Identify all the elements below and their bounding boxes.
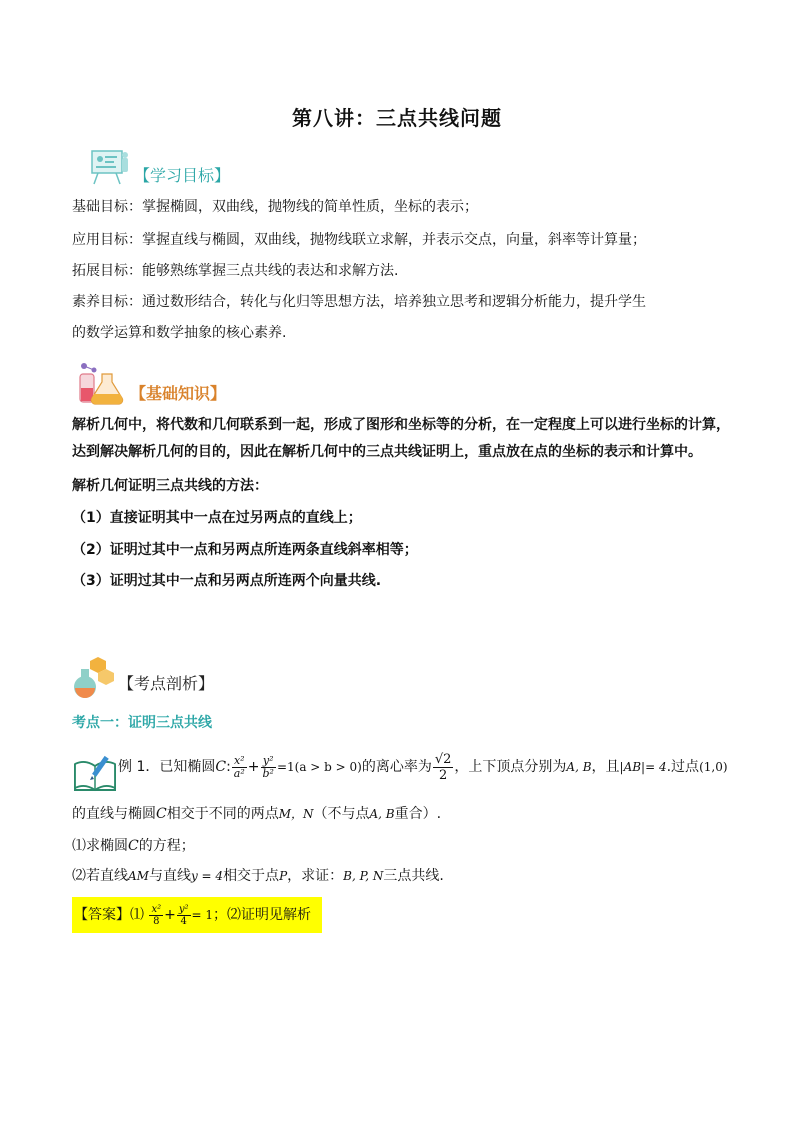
fraction-x2-8: $\frac{\text{x²}}{8}$ [151,903,162,927]
points-bpn: B, P, N [343,869,384,883]
points-mn: M，N [278,807,314,821]
example-text: 相交于不同的两点 [166,806,279,822]
fraction-y2-b2: $\frac{\text{y²}}{\text{b²}}$ [262,753,274,780]
point-1-0: (1,0) [699,760,728,774]
page-title: 第八讲：三点共线问题 [292,106,502,130]
objective-line: 应用目标：掌握直线与椭圆，双曲线，抛物线联立求解，并表示交点，向量，斜率等计算量； [72,232,646,248]
methods-title: 解析几何证明三点共线的方法： [72,478,268,494]
ellipse-name: C [156,806,167,822]
chemistry-flask-icon [74,360,126,408]
example-text-through: .过点 [666,759,700,775]
objective-line: 的数学运算和数学抽象的核心素养. [72,325,287,341]
line-am: AM [128,869,149,883]
question-1 [72,836,195,856]
example-prefix: 例 1．已知椭圆 [118,759,216,775]
answer-label: 【答案】 [74,907,130,923]
example-text-ecc: 的离心率为 [361,759,432,775]
presentation-board-icon [88,148,132,186]
question-text: ，求证： [287,868,344,884]
basics-paragraph: 达到解决解析几何的目的，因此在解析几何中的三点共线证明上，重点放在点的坐标的表示和计算中。 [72,444,702,460]
example-line-1: 例 1．已知椭圆 C : $\frac{\text{x²}}{\text{a²}}$ + $\frac{\text{y²}}{\text{b²}}$ =1(a > b > 0) 的离心率为 $\frac{√2}{2}$ ，上下顶点分别为 A, B ，且 |AB|= 4 .过点 (1,0) [118,745,728,789]
question-text: 的方程； [138,838,195,854]
fraction-y2-4: $\frac{\text{y²}}{4}$ [178,903,189,927]
answer-part1: ⑴ [130,907,144,923]
basics-heading: 【基础知识】 [130,384,227,403]
abs-ab: |AB|= 4 [619,760,667,774]
ellipse-condition: =1(a > b > 0) [276,760,362,774]
points-ab: A, B [369,807,395,821]
fraction-sqrt2-2: $\frac{√2}{2}$ [434,751,452,783]
example-text: 重合）. [394,806,442,822]
method-item: （1）直接证明其中一点在过另两点的直线上； [72,510,362,526]
question-text: 相交于点 [223,868,280,884]
objectives-heading: 【学习目标】 [134,166,231,185]
example-text-and: ，且 [591,759,620,775]
kaodian-title: 考点一：证明三点共线 [72,715,212,731]
ellipse-name: C [128,838,139,854]
line-y4: y = 4 [190,869,224,883]
question-text: ⑴求椭圆 [72,838,128,854]
answer-eq-end: = 1 [191,908,214,922]
answer-highlight: 【答案】⑴ $\frac{\text{x²}}{8}$ + $\frac{\text{y²}}{4}$ = 1；⑵证明见解析 [72,897,322,933]
objective-line: 素养目标：通过数形结合，转化与化归等思想方法，培养独立思考和逻辑分析能力，提升学生 [72,294,646,310]
fraction-x2-a2: $\frac{\text{x²}}{\text{a²}}$ [233,753,245,780]
basics-paragraph: 解析几何中，将代数和几何联系到一起，形成了图形和坐标等的分析，在一定程度上可以进行坐标的计算， [72,417,730,433]
ellipse-name: C [215,759,227,775]
vertices-ab: A, B [566,760,592,774]
question-text: 与直线 [148,868,191,884]
example-text-vertices: ，上下顶点分别为 [454,759,567,775]
analysis-heading: 【考点剖析】 [118,674,215,693]
method-item: （2）证明过其中一点和另两点所连两条直线斜率相等； [72,542,418,558]
answer-sep: ；⑵证明见解析 [213,907,312,923]
method-item: （3）证明过其中一点和另两点所连两个向量共线. [72,573,382,589]
question-text: 三点共线. [383,868,444,884]
book-pencil-icon [72,752,118,794]
example-line-2 [72,804,441,824]
example-text: 的直线与椭圆 [72,806,156,822]
example-text: （不与点 [313,806,370,822]
point-p: P [279,869,288,883]
question-text: ⑵若直线 [72,868,128,884]
lab-beaker-icon [72,655,116,699]
objective-line: 拓展目标：能够熟练掌握三点共线的表达和求解方法. [72,263,399,279]
question-2 [72,866,444,886]
objective-line: 基础目标：掌握椭圆，双曲线，抛物线的简单性质，坐标的表示； [72,199,478,215]
